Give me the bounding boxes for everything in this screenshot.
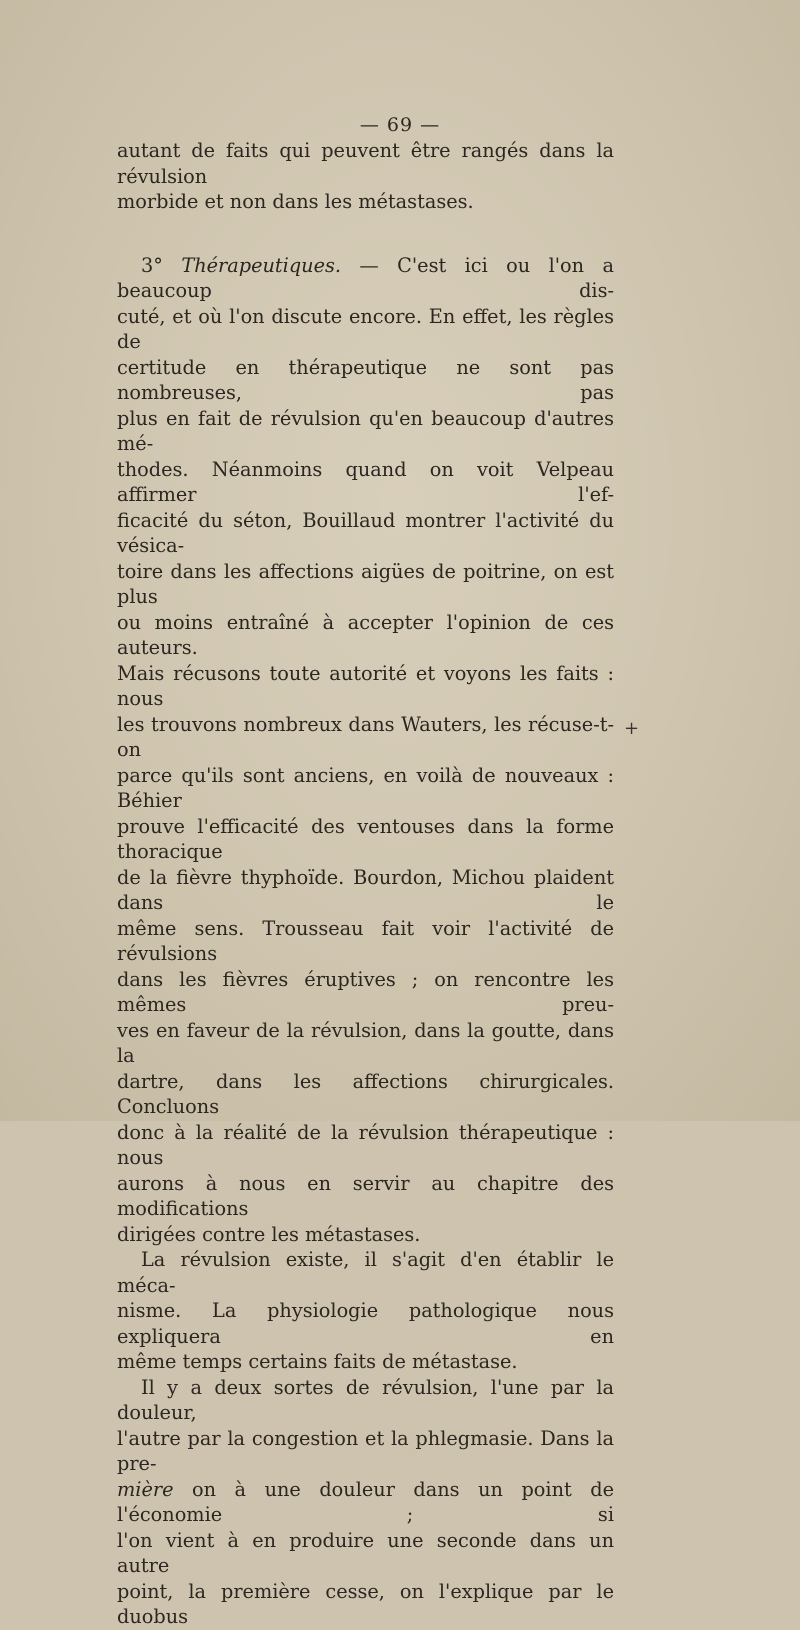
text-line: les trouvons nombreux dans Wauters, les récuse-t-on <box>117 712 614 761</box>
text-line: nisme. La physiologie pathologique nous expliquera en <box>117 1299 614 1348</box>
text-line: prouve l'efficacité des ventouses dans la forme thoracique <box>117 814 614 863</box>
text-line: morbide et non dans les métastases. <box>117 190 474 213</box>
page-number: — 69 — <box>359 114 441 136</box>
text-line: ves en faveur de la révulsion, dans la goutte, dans la <box>117 1018 614 1067</box>
text-line: l'on vient à en produire une seconde dans un autre <box>117 1528 614 1577</box>
text-line: mière on à une douleur dans un point de l'économie ; si <box>117 1477 614 1526</box>
text-line: ficacité du séton, Bouillaud montrer l'activité du vésica- <box>117 508 614 557</box>
text-line: plus en fait de révulsion qu'en beaucoup d'autres mé- <box>117 406 614 455</box>
text-line: donc à la réalité de la révulsion thérapeutique : nous <box>117 1120 614 1169</box>
text-line: dartre, dans les affections chirurgicales. Concluons <box>117 1069 614 1118</box>
text-line: l'autre par la congestion et la phlegmasie. Dans la pre- <box>117 1426 614 1475</box>
text-line: cuté, et où l'on discute encore. En effet, les règles de <box>117 304 614 353</box>
text-line: La révulsion existe, il s'agit d'en établir le méca- <box>117 1248 614 1297</box>
body-text <box>117 138 614 1630</box>
text-line: point, la première cesse, on l'explique par le duobus <box>117 1579 614 1628</box>
text-line: même temps certains faits de métastase. <box>117 1350 518 1373</box>
text-line: Il y a deux sortes de révulsion, l'une par la douleur, <box>117 1375 614 1424</box>
text-line: certitude en thérapeutique ne sont pas nombreuses, pas <box>117 355 614 404</box>
text-line: même sens. Trousseau fait voir l'activité de révulsions <box>117 916 614 965</box>
text-line: ou moins entraîné à accepter l'opinion de ces auteurs. <box>117 610 614 659</box>
paragraph <box>117 1375 614 1630</box>
text-line: aurons à nous en servir au chapitre des modifications <box>117 1171 614 1220</box>
margin-mark: + <box>624 718 640 739</box>
text-line: de la fièvre thyphoïde. Bourdon, Michou plaident dans le <box>117 865 614 914</box>
text-line: dirigées contre les métastases. <box>117 1222 421 1246</box>
section-heading: Thérapeutiques. <box>181 253 342 277</box>
text-line: dans les fièvres éruptives ; on rencontre les mêmes preu- <box>117 967 614 1016</box>
text-line: parce qu'ils sont anciens, en voilà de nouveaux : Béhier <box>117 763 614 812</box>
paragraph <box>117 138 614 215</box>
text-line: Mais récusons toute autorité et voyons les faits : nous <box>117 661 614 710</box>
paragraph-therapeutiques <box>117 253 614 1248</box>
paragraph <box>117 1247 614 1375</box>
text-line: 3° Thérapeutiques. — C'est ici ou l'on a beaucoup dis- <box>117 253 614 302</box>
text-line: autant de faits qui peuvent être rangés dans la révulsion <box>117 139 614 188</box>
text-line: toire dans les affections aigües de poitrine, on est plus <box>117 559 614 608</box>
text-line: thodes. Néanmoins quand on voit Velpeau affirmer l'ef- <box>117 457 614 506</box>
